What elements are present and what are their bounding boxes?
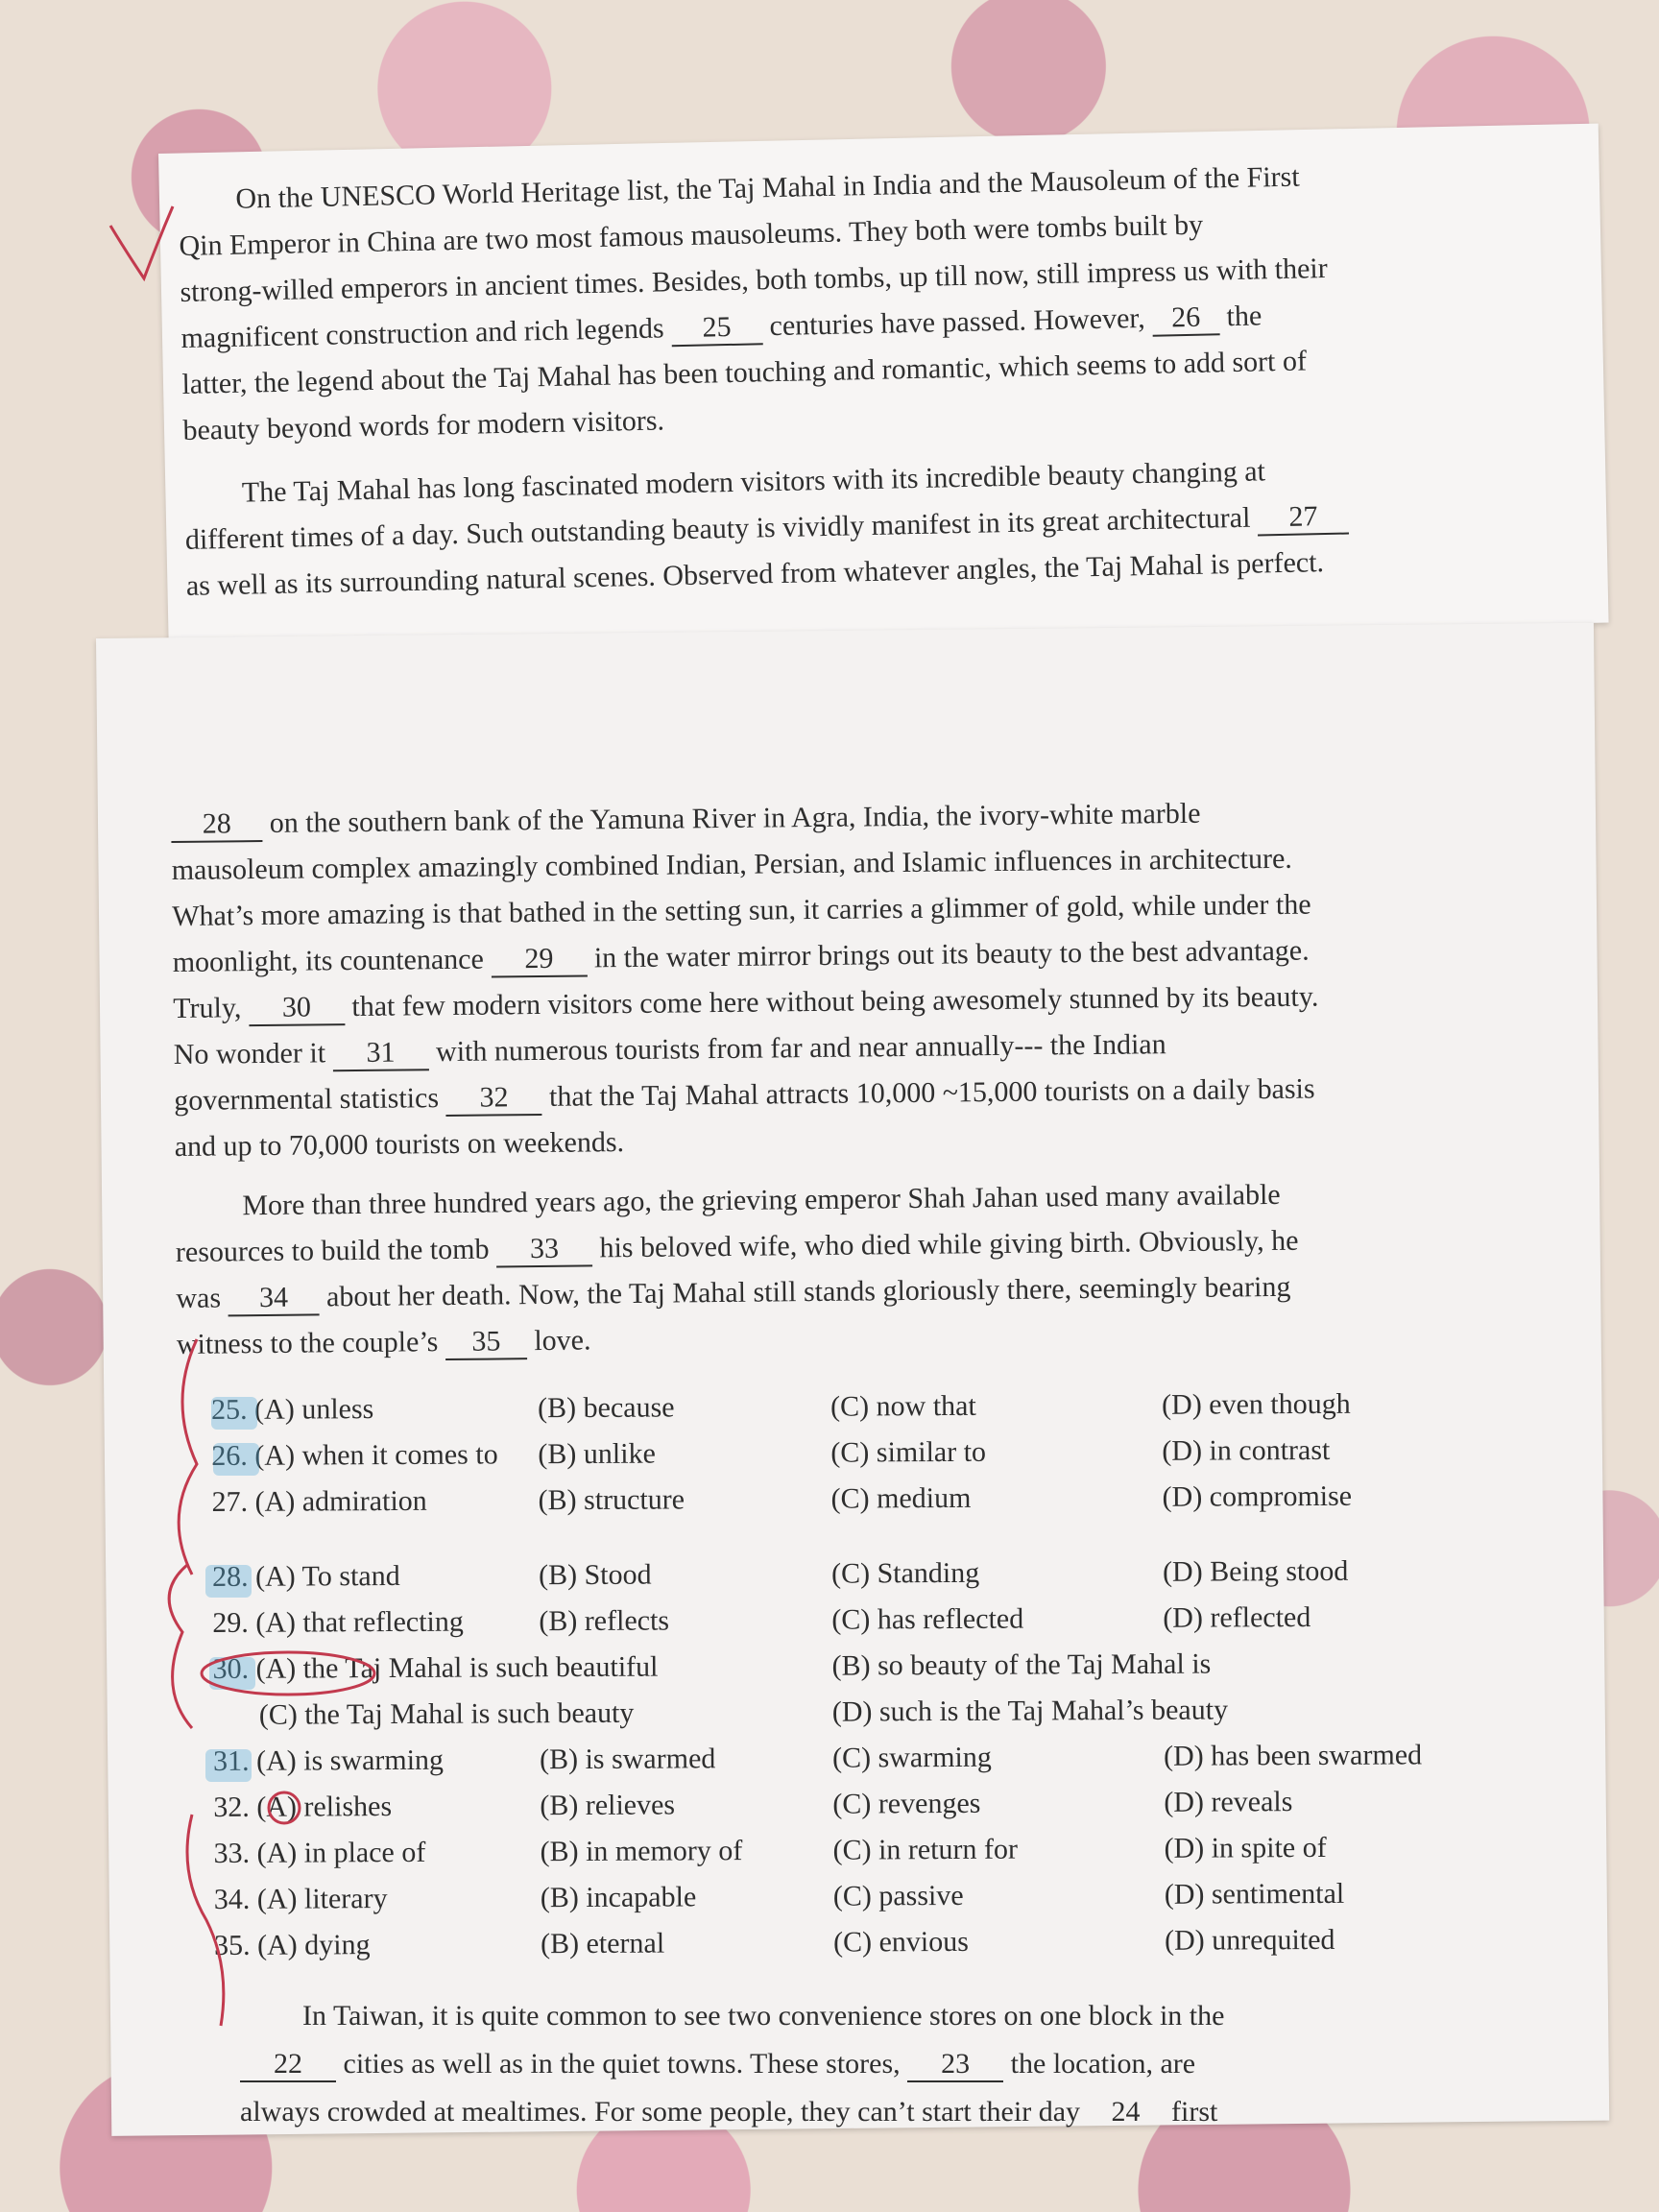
question-26 [211,1427,1459,1479]
question-34 [214,1870,1462,1923]
q31-c: (C) swarming [831,1741,992,1774]
passage-top [178,150,1511,610]
blank-32: 32 [445,1081,541,1117]
para1-line4c: the [1226,300,1262,333]
q30-a: 30. (A) the Taj Mahal is such beautiful [212,1650,659,1685]
para3-line5b: that few modern visitors come here without being awesomely stunned by its beauty. [351,980,1319,1023]
q25-c: (C) now that [830,1389,976,1423]
question-35 [214,1916,1462,1969]
para1-line1: On the UNESCO World Heritage list, the Taj Mahal in India and the Mausoleum of the First [235,160,1300,215]
blank-34: 34 [228,1281,319,1316]
next-line2a: cities as well as in the quiet towns. These stores, [343,2048,901,2080]
q33-d: (D) in spite of [1164,1831,1327,1864]
para1-line4a: magnificent construction and rich legends [180,312,664,354]
blank-29: 29 [491,942,587,977]
blank-24: 24 [1111,2096,1141,2128]
answer-options [211,1381,1462,1969]
q32-a: 32. (A) relishes [213,1791,393,1823]
para3-line4a: moonlight, its countenance [172,943,485,978]
question-25 [211,1381,1459,1433]
q31-a: 31. (A) is swarming [212,1743,445,1777]
q27-b: (B) structure [538,1483,685,1517]
para3-line7b: that the Taj Mahal attracts 10,000 ~15,000 tourists on a daily basis [548,1072,1315,1113]
q35-a: 35. (A) dying [213,1929,371,1961]
blank-23: 23 [907,2048,1003,2082]
highlight-28 [205,1565,252,1598]
q25-b: (B) because [538,1391,675,1425]
q29-a: 29. (A) that reflecting [212,1605,464,1639]
q29-d: (D) reflected [1163,1601,1311,1634]
q34-d: (D) sentimental [1164,1877,1345,1911]
question-29 [212,1594,1460,1647]
question-30-row2 [213,1686,1461,1739]
blank-33: 33 [496,1232,592,1267]
question-33 [213,1824,1461,1877]
q34-b: (B) incapable [540,1881,697,1914]
highlight-26 [213,1443,259,1476]
blank-28: 28 [171,807,262,843]
blank-30: 30 [249,991,345,1026]
blank-27: 27 [1258,500,1350,537]
para3-line6b: with numerous tourists from far and near annually--- the Indian [435,1028,1166,1069]
para1-line3: strong-willed emperors in ancient times. Besides, both tombs, up till now, still impress us with their [180,252,1329,308]
para4-line4a: witness to the couple’s [176,1326,439,1360]
para1-line2: Qin Emperor in China are two most famous mausoleums. They both were tombs built by [179,208,1204,262]
next-line1: In Taiwan, it is quite common to see two convenience stores on one block in the [302,2000,1225,2032]
q30-b: (B) so beauty of the Taj Mahal is [831,1647,1212,1682]
q25-a: 25. (A) unless [211,1393,374,1426]
q34-a: 34. (A) literary [213,1883,388,1915]
question-28 [212,1548,1460,1600]
q27-c: (C) medium [830,1481,972,1515]
para3-line4b: in the water mirror brings out its beauty to the best advantage. [593,934,1310,974]
passage-bottom [171,788,1482,1368]
question-31 [213,1732,1461,1785]
q27-a: 27. (A) admiration [211,1484,427,1518]
para2-line2a: different times of a day. Such outstanding beauty is vividly manifest in its great architectural [184,501,1251,556]
q30-c: (C) the Taj Mahal is such beauty [258,1696,635,1731]
para2-line1: The Taj Mahal has long fascinated modern visitors with its incredible beauty changing at [241,455,1266,509]
highlight-30 [209,1657,255,1690]
q26-c: (C) similar to [830,1435,987,1469]
q29-b: (B) reflects [539,1604,670,1638]
para4-line3a: was [176,1282,222,1314]
q32-c: (C) revenges [832,1787,981,1820]
para4-line2a: resources to build the tomb [175,1233,490,1268]
q33-b: (B) in memory of [540,1835,743,1868]
para3-line2: mausoleum complex amazingly combined Indian, Persian, and Islamic influences in architecture. [171,842,1292,886]
question-27 [212,1473,1460,1526]
para3-line5a: Truly, [173,992,242,1024]
blank-25: 25 [671,310,763,347]
q31-d: (D) has been swarmed [1163,1739,1423,1772]
para3-line1a: on the southern bank of the Yamuna River in Agra, India, the ivory-white marble [269,797,1201,839]
para4-line1: More than three hundred years ago, the grieving emperor Shah Jahan used many available [242,1178,1281,1222]
blank-26: 26 [1152,301,1220,336]
next-line3b: first [1171,2096,1218,2128]
q32-b: (B) relieves [540,1789,676,1822]
q28-a: 28. (A) To stand [211,1559,400,1593]
q35-c: (C) envious [832,1925,969,1959]
q34-c: (C) passive [832,1879,964,1912]
q28-b: (B) Stood [538,1558,652,1592]
para4-line3b: about her death. Now, the Taj Mahal still stands gloriously there, seemingly bearing [325,1270,1291,1313]
blank-31: 31 [332,1036,428,1071]
para3-line7a: governmental statistics [174,1082,440,1117]
q30-d: (D) such is the Taj Mahal’s beauty [831,1694,1229,1728]
q28-c: (C) Standing [830,1556,980,1590]
q33-c: (C) in return for [832,1833,1019,1866]
question-30-row1 [212,1640,1460,1693]
q27-d: (D) compromise [1162,1479,1353,1513]
blank-22: 22 [240,2048,336,2082]
para2-line3: as well as its surrounding natural scenes. Observed from whatever angles, the Taj Mahal is perfect. [185,546,1325,602]
para3-line3: What’s more amazing is that bathed in the setting sun, it carries a glimmer of gold, while under the [172,888,1311,932]
next-line3 [240,2088,1469,2136]
next-line3a: always crowded at mealtimes. For some people, they can’t start their day [240,2096,1081,2128]
para1-line4b: centuries have passed. However, [769,301,1145,343]
para4-line2b: his beloved wife, who died while giving birth. Obviously, he [599,1224,1299,1264]
highlight-31 [205,1749,252,1782]
next-line2b: the location, are [1010,2048,1196,2080]
blank-35: 35 [445,1325,527,1360]
next-passage [240,1992,1469,2136]
q32-d: (D) reveals [1164,1786,1293,1818]
q31-b: (B) is swarmed [539,1743,716,1776]
para3-line6a: No wonder it [173,1037,326,1070]
q29-c: (C) has reflected [831,1602,1024,1636]
q33-a: 33. (A) in place of [213,1836,426,1869]
question-32 [213,1778,1461,1831]
q26-b: (B) unlike [538,1437,656,1471]
q35-d: (D) unrequited [1164,1923,1335,1957]
highlight-25 [211,1397,257,1430]
para4-line4b: love. [534,1324,591,1358]
q26-d: (D) in contrast [1162,1433,1331,1467]
q35-b: (B) eternal [540,1927,665,1960]
para1-line5: latter, the legend about the Taj Mahal has been touching and romantic, which seems to add sort of [181,345,1308,400]
q28-d: (D) Being stood [1162,1554,1349,1588]
para3-line8: and up to 70,000 tourists on weekends. [174,1126,625,1163]
next-line2 [240,2040,1469,2088]
q25-d: (D) even though [1162,1387,1351,1421]
q26-a: 26. (A) when it comes to [211,1438,498,1472]
para1-line6: beauty beyond words for modern visitors. [182,404,665,446]
